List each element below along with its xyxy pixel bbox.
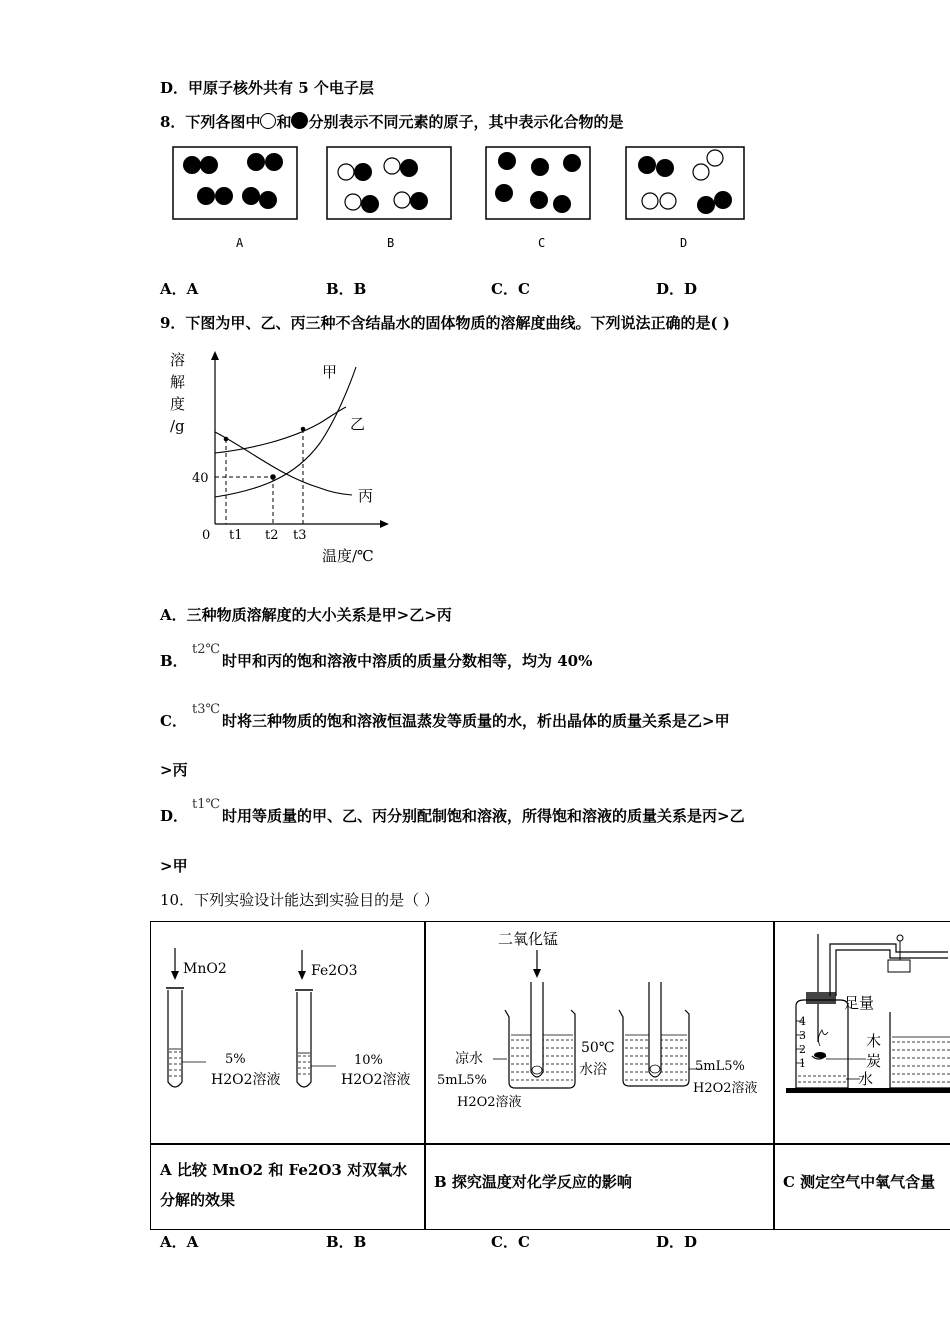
origin-label: 0 [202,528,211,543]
y-label-3: 度 [170,395,186,413]
label-vol-1: 5mL5% [437,1073,487,1088]
q9-stem: 9．下图为甲、乙、丙三种不含结晶水的固体物质的溶解度曲线。下列说法正确的是( ) [160,314,730,332]
q8-stem-and: 和 [276,113,292,131]
box-b-atoms [338,158,428,213]
q10-option-c[interactable]: C．C [491,1233,530,1251]
q10-option-b[interactable]: B．B [326,1233,367,1251]
q8-option-d[interactable]: D．D [656,280,698,298]
q9-option-d-temp: t1℃ [192,797,221,812]
clamp [888,960,910,972]
box-label-c: C [538,236,546,250]
q9-option-d-letter[interactable]: D． [160,807,189,825]
box-label-d: D [680,236,688,250]
arrow-down-icon [533,969,541,978]
arrow-down-icon [171,971,179,980]
curve-label-yi: 乙 [350,415,366,433]
label-water: 水 [858,1070,874,1088]
q10-option-d[interactable]: D．D [656,1233,698,1251]
sol-h2o2-1: H2O2溶液 [211,1072,281,1088]
curve-bing [215,432,352,495]
mark-2: 2 [799,1043,806,1056]
q9-option-b-temp: t2℃ [192,642,221,657]
reagent-fe2o3: Fe2O3 [311,963,358,979]
sol-h2o2-2: H2O2溶液 [341,1072,411,1088]
label-sol-b2: H2O2溶液 [693,1081,758,1096]
x-axis-arrow [380,520,389,528]
figure-a-test-tubes [151,922,423,1142]
test-tube-b2 [649,982,661,1077]
q8-option-b[interactable]: B．B [326,280,367,298]
solubility-graph [160,345,410,575]
label-charcoal-2: 炭 [866,1052,882,1070]
q9-option-b-letter[interactable]: B． [160,652,188,670]
mark-1: 1 [799,1057,806,1070]
caption-b: B 探究温度对化学反应的影响 [434,1173,632,1191]
label-vol-2: 5mL5% [695,1059,745,1074]
y-label-4: /g [170,417,185,435]
q9-option-c-cont: >丙 [160,761,188,779]
stopper [806,992,836,1004]
point-t1 [224,437,229,442]
label-mno2-top: 二氧化锰 [498,930,559,948]
q8-stem [160,112,623,132]
label-water-bath: 水浴 [579,1062,607,1078]
point-t3 [301,427,306,432]
q10-option-a[interactable]: A．A [160,1233,199,1251]
box-label-a: A [236,236,244,250]
q8-option-a[interactable]: A．A [160,280,199,298]
curve-label-bing: 丙 [358,487,374,505]
label-cold-water: 凉水 [455,1051,483,1067]
y-axis-arrow [211,351,219,360]
caption-a: A 比较 MnO2 和 Fe2O3 对双氧水分解的效果 [160,1161,408,1209]
box-d-atoms [638,150,732,214]
point-t2 [270,474,276,480]
q9-option-a[interactable]: A．三种物质溶解度的大小关系是甲>乙>丙 [160,606,452,624]
test-tube-1 [168,990,182,1087]
flame-icon [818,1030,828,1046]
mark-3: 3 [799,1029,806,1042]
q8-option-c[interactable]: C．C [491,280,530,298]
arrow-down-icon [298,971,306,980]
q8-molecule-boxes [170,144,760,224]
conc-5: 5% [225,1052,246,1067]
box-b [327,147,451,219]
box-a-atoms [183,153,283,209]
y-label-1: 溶 [170,351,186,369]
q10-stem: 10．下列实验设计能达到实验目的是（ ） [160,891,439,909]
conc-10: 10% [354,1053,383,1068]
figure-b-water-baths [425,922,772,1142]
figure-c-oxygen-apparatus [774,922,950,1142]
x-axis-label: 温度/℃ [322,547,374,565]
x-tick-t1: t1 [229,528,243,543]
curve-label-jia: 甲 [322,363,338,381]
q9-option-d-cont: >甲 [160,857,188,875]
test-tube-b1 [531,982,543,1077]
curve-yi [215,407,346,453]
x-tick-t3: t3 [293,528,307,543]
box-label-b: B [387,236,395,250]
q7-option-d: D．甲原子核外共有 5 个电子层 [160,79,374,97]
label-sol-b1: H2O2溶液 [457,1095,522,1110]
reagent-mno2: MnO2 [183,961,227,977]
q9-option-b-text[interactable]: 时甲和丙的饱和溶液中溶质的质量分数相等，均为 40% [222,652,593,670]
x-tick-t2: t2 [265,528,279,543]
caption-c: C 测定空气中氧气含量 [783,1173,936,1191]
q8-stem-pre: 8．下列各图中 [160,113,261,131]
q9-option-c-temp: t3℃ [192,702,221,717]
mark-4: 4 [799,1015,806,1028]
q9-option-d-text[interactable]: 时用等质量的甲、乙、丙分别配制饱和溶液，所得饱和溶液的质量关系是丙>乙 [222,807,745,825]
q9-option-c-letter[interactable]: C． [160,712,187,730]
black-atom-icon [291,112,308,129]
test-tube-2 [297,992,311,1087]
q9-option-c-text[interactable]: 时将三种物质的饱和溶液恒温蒸发等质量的水，析出晶体的质量关系是乙>甲 [222,712,730,730]
label-charcoal-1: 木 [866,1032,882,1050]
box-c-atoms [495,152,581,213]
white-atom-icon [260,113,276,129]
base-plate [786,1088,950,1093]
label-excess: 足量 [844,994,875,1012]
label-50c: 50℃ [581,1040,615,1056]
q8-stem-post: 分别表示不同元素的原子，其中表示化合物的是 [308,113,624,131]
y-tick-40: 40 [192,471,209,486]
y-label-2: 解 [170,373,186,391]
